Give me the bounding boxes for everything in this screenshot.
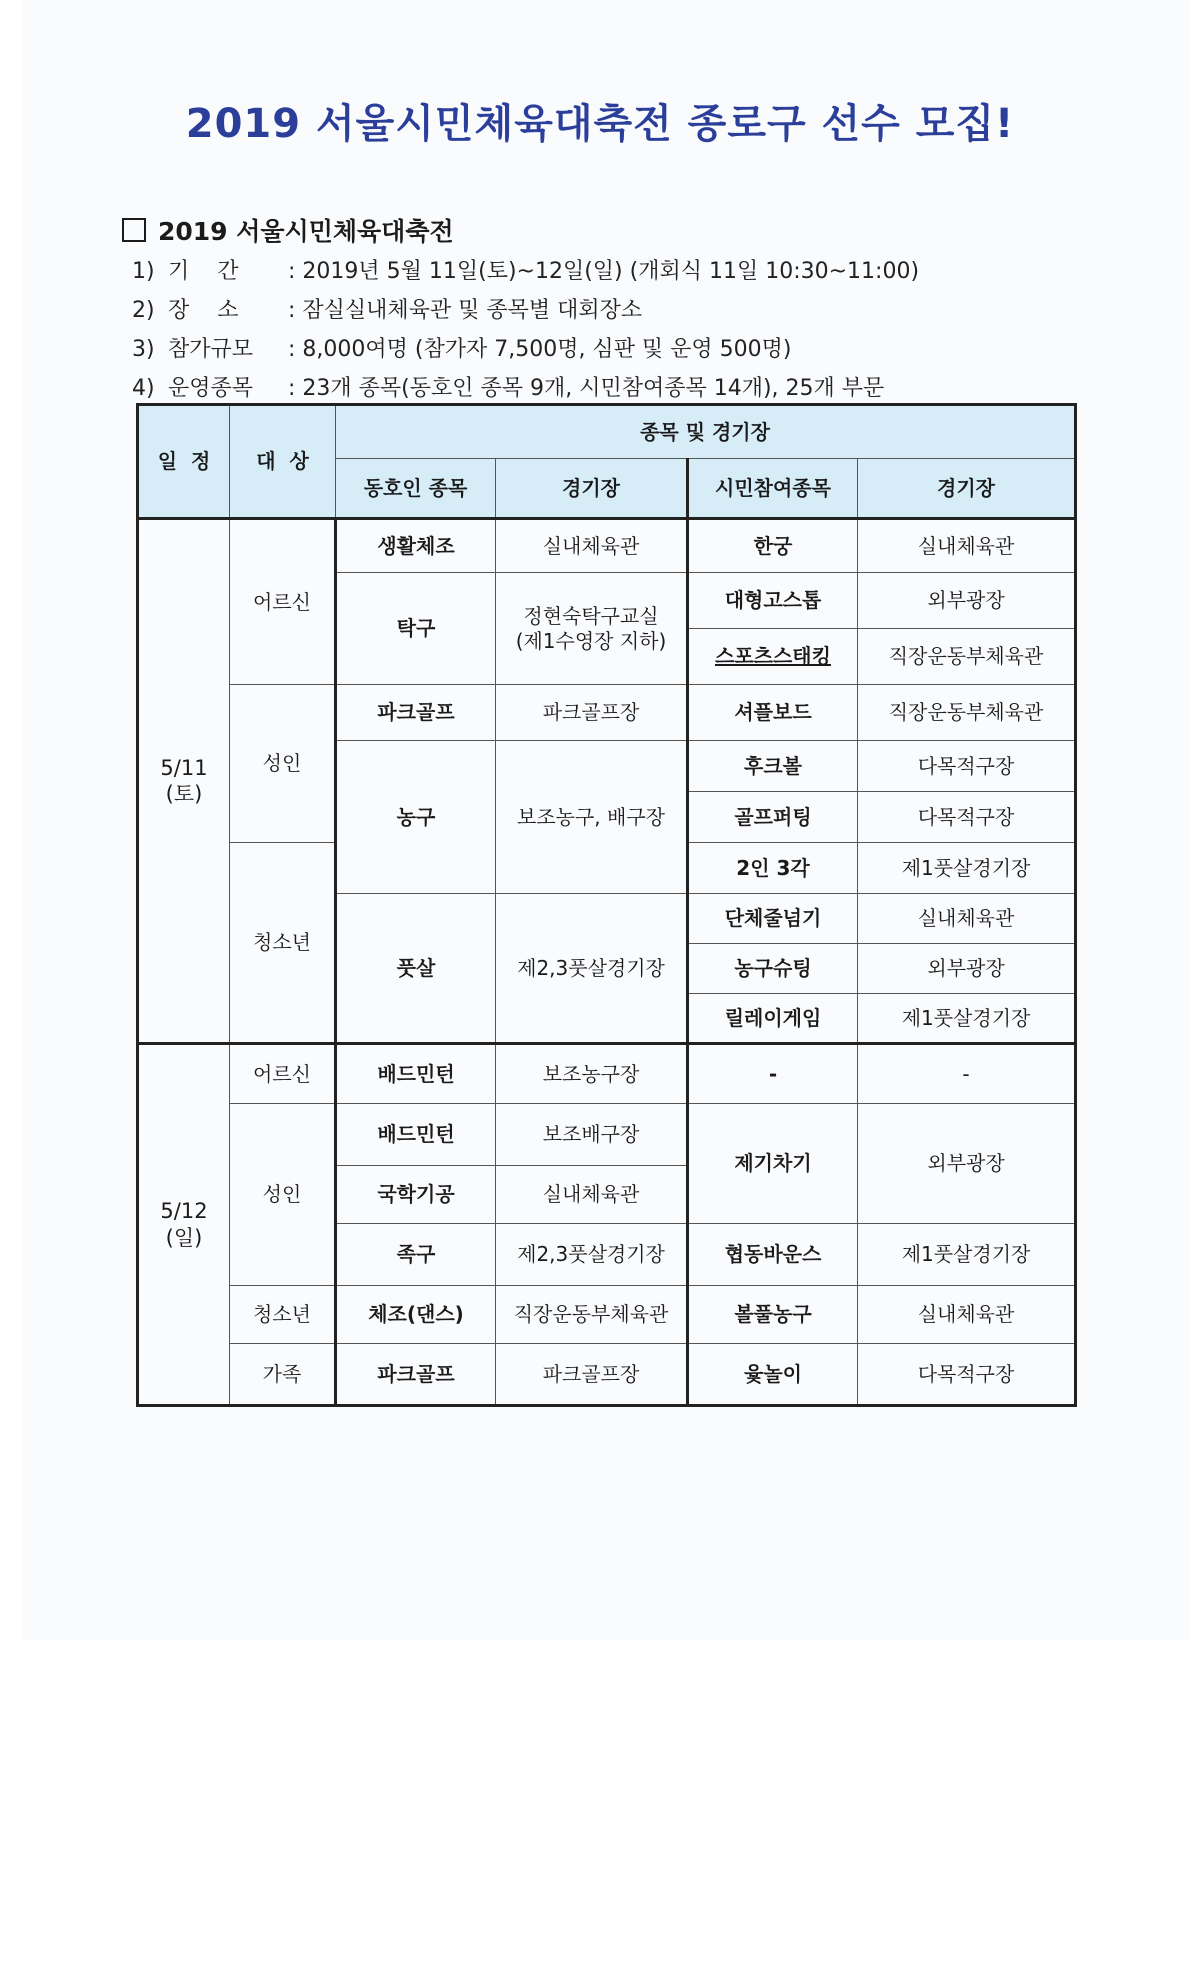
citizen-venue-cell: 다목적구장 [858,1344,1076,1406]
info-label: 장 소 [168,298,239,323]
info-line-scale [132,332,792,363]
citizen-event-cell: 골프퍼팅 [688,792,858,843]
club-venue-cell: 실내체육관 [496,1166,688,1224]
info-label: 운영종목 [168,376,254,401]
citizen-event-cell: 농구슈팅 [688,944,858,994]
info-line-venue [132,293,642,324]
citizen-venue-cell: 실내체육관 [858,519,1076,573]
club-event-cell: 농구 [336,741,496,894]
info-value: : 23개 종목(동호인 종목 9개, 시민참여종목 14개), 25개 부문 [288,376,885,401]
target-cell: 성인 [230,685,336,843]
club-venue-cell: 직장운동부체육관 [496,1286,688,1344]
checkbox-square-icon [122,218,146,242]
club-event-cell: 풋살 [336,894,496,1044]
club-venue-cell: 보조농구, 배구장 [496,741,688,894]
club-event-cell: 체조(댄스) [336,1286,496,1344]
section-heading [122,212,454,248]
info-value: : 잠실실내체육관 및 종목별 대회장소 [288,298,643,323]
citizen-venue-cell: 직장운동부체육관 [858,685,1076,741]
citizen-event-cell: 볼풀농구 [688,1286,858,1344]
info-number: 1) [132,259,155,284]
citizen-venue-cell: 직장운동부체육관 [858,629,1076,685]
citizen-event-cell: 단체줄넘기 [688,894,858,944]
club-event-cell: 배드민턴 [336,1104,496,1166]
citizen-venue-cell: 실내체육관 [858,894,1076,944]
citizen-event-cell: - [688,1044,858,1104]
target-cell: 어르신 [230,1044,336,1104]
citizen-event-cell: 릴레이게임 [688,994,858,1044]
citizen-event-cell: 제기차기 [688,1104,858,1224]
info-line-period [132,254,919,285]
info-number: 2) [132,298,155,323]
citizen-venue-cell: 제1풋살경기장 [858,994,1076,1044]
club-venue-cell: 보조농구장 [496,1044,688,1104]
info-value: : 8,000여명 (참가자 7,500명, 심판 및 운영 500명) [288,337,792,362]
citizen-venue-cell: 다목적구장 [858,741,1076,792]
citizen-event-cell: 스포츠스태킹 [688,629,858,685]
club-event-cell: 배드민턴 [336,1044,496,1104]
header-events-venues: 종목 및 경기장 [336,405,1076,459]
citizen-event-cell: 한궁 [688,519,858,573]
header-target: 대 상 [230,405,336,519]
club-event-cell: 파크골프 [336,1344,496,1406]
club-event-cell: 족구 [336,1224,496,1286]
citizen-event-cell: 윷놀이 [688,1344,858,1406]
citizen-event-cell: 2인 3각 [688,843,858,894]
date-cell-day2: 5/12 (일) [138,1044,230,1406]
club-venue-cell: 제2,3풋살경기장 [496,894,688,1044]
citizen-venue-cell: 외부광장 [858,944,1076,994]
club-event-cell: 탁구 [336,573,496,685]
info-number: 3) [132,337,155,362]
club-event-cell: 생활체조 [336,519,496,573]
date-cell-day1: 5/11 (토) [138,519,230,1044]
citizen-venue-cell: 외부광장 [858,1104,1076,1224]
citizen-event-cell: 셔플보드 [688,685,858,741]
citizen-venue-cell: 제1풋살경기장 [858,843,1076,894]
info-value: : 2019년 5월 11일(토)~12일(일) (개회식 11일 10:30~11:00) [288,259,920,284]
citizen-event-cell: 후크볼 [688,741,858,792]
target-cell: 가족 [230,1344,336,1406]
section-title: 2019 서울시민체육대축전 [158,217,454,246]
header-club-venue: 경기장 [496,459,688,519]
info-label: 참가규모 [168,337,254,362]
citizen-event-cell: 대형고스톱 [688,573,858,629]
club-event-cell: 국학기공 [336,1166,496,1224]
target-cell: 청소년 [230,1286,336,1344]
club-event-cell: 파크골프 [336,685,496,741]
club-venue-cell: 제2,3풋살경기장 [496,1224,688,1286]
citizen-venue-cell: - [858,1044,1076,1104]
club-venue-cell: 보조배구장 [496,1104,688,1166]
schedule-table [136,403,1077,1407]
citizen-venue-cell: 실내체육관 [858,1286,1076,1344]
target-cell: 성인 [230,1104,336,1286]
club-venue-cell: 정현숙탁구교실 (제1수영장 지하) [496,573,688,685]
header-club-event: 동호인 종목 [336,459,496,519]
info-label: 기 간 [168,259,239,284]
header-citizen-event: 시민참여종목 [688,459,858,519]
target-cell: 어르신 [230,519,336,685]
club-venue-cell: 실내체육관 [496,519,688,573]
citizen-venue-cell: 외부광장 [858,573,1076,629]
header-citizen-venue: 경기장 [858,459,1076,519]
citizen-venue-cell: 다목적구장 [858,792,1076,843]
page-title: 2019 서울시민체육대축전 종로구 선수 모집! [185,101,1015,147]
club-venue-cell: 파크골프장 [496,1344,688,1406]
target-cell: 청소년 [230,843,336,1044]
citizen-event-cell: 협동바운스 [688,1224,858,1286]
info-line-events [132,371,884,402]
info-number: 4) [132,376,155,401]
citizen-venue-cell: 제1풋살경기장 [858,1224,1076,1286]
club-venue-cell: 파크골프장 [496,685,688,741]
header-date: 일 정 [138,405,230,519]
